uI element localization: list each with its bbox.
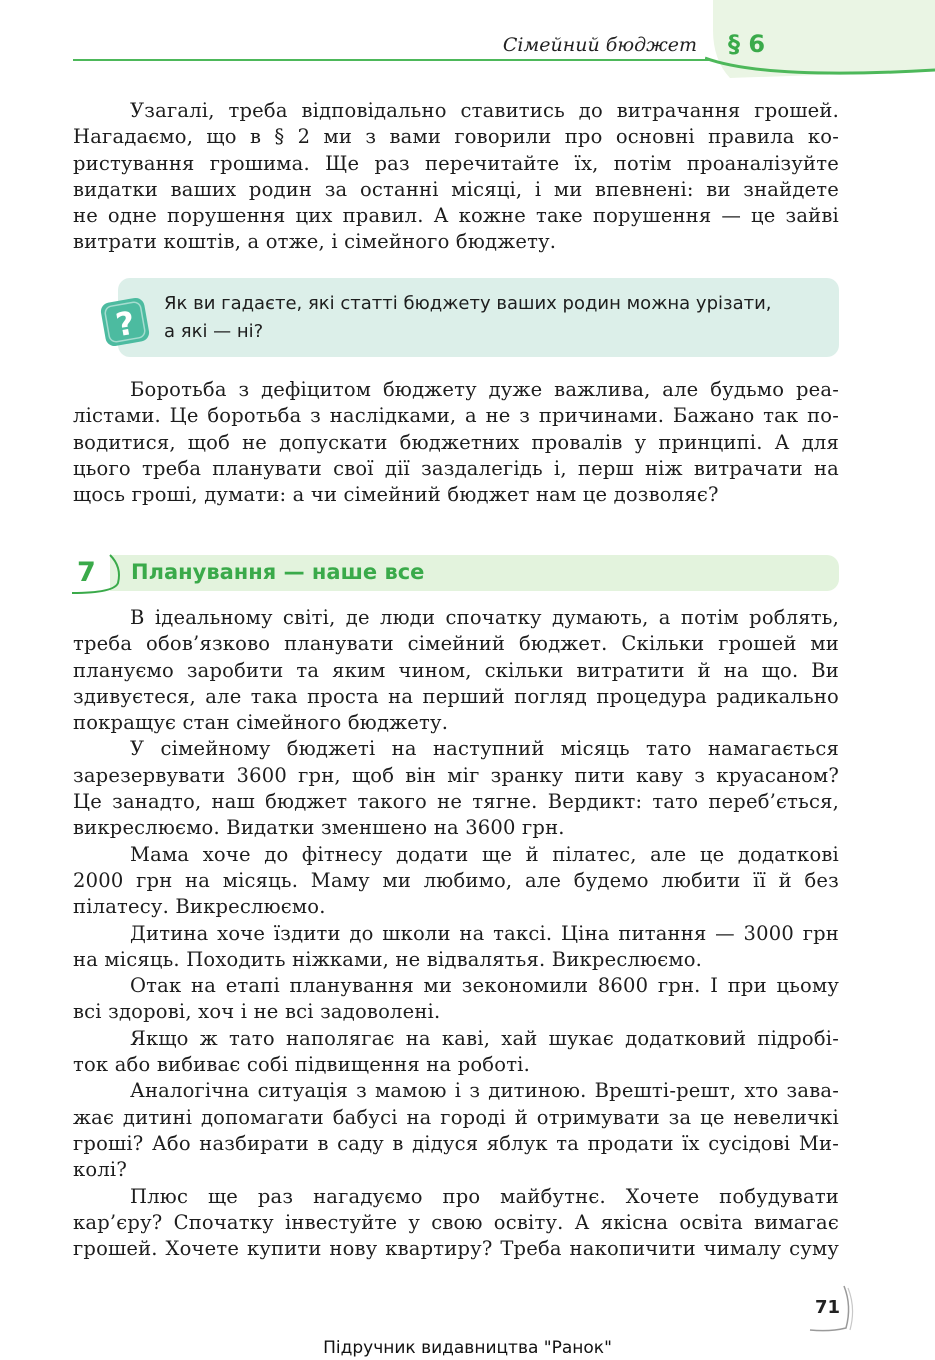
text-line: У сімейному бюджеті на наступний місяць тато намагається [130, 737, 839, 761]
text-line: пілатесу. Викреслюємо. [73, 895, 326, 919]
section-mark: § 6 [728, 30, 766, 58]
text-line: водитися, щоб не допускати бюджетних провалів у принципі. А для [73, 430, 839, 454]
text-line: здивуєтеся, але така проста на перший погляд процедура радикально [73, 684, 839, 708]
svg-text:?: ? [112, 303, 138, 345]
text-line: треба обов’язково планувати сімейний бюджет. Скільки грошей ми [73, 632, 839, 656]
paragraph [73, 605, 839, 1262]
text-line: В ідеальному світі, де люди спочатку думають, а потім роблять, [130, 606, 839, 629]
text-line: ток або вибиває собі підвищення на роботі. [73, 1053, 531, 1077]
question-line: а які — ні? [164, 321, 264, 342]
text-line: викреслюємо. Видатки зменшено на 3600 грн. [73, 816, 565, 840]
text-line: Це занадто, наш бюджет такого не тягне. Вердикт: тато переб’ється, [73, 790, 839, 814]
section-number: 7 [77, 557, 96, 588]
text-line: зарезервувати 3600 грн, щоб він міг зранку пити каву з круасаном? [73, 763, 839, 787]
text-line: колі? [73, 1158, 128, 1182]
text-line: Узагалі, треба відповідально ставитись до витрачання грошей. [130, 99, 839, 122]
text-line: Плюс ще раз нагадуємо про майбутнє. Хочете побудувати [130, 1184, 839, 1208]
text-line: витрати коштів, а отже, і сімейного бюджету. [73, 230, 557, 254]
text-line: грошей. Хочете купити нову квартиру? Треба накопичити чималу суму [73, 1237, 839, 1261]
text-line: кар’єру? Спочатку інвестуйте у свою освіту. А якісна освіта вимагає [73, 1210, 839, 1234]
text-line: всі здорові, хоч і не всі задоволені. [73, 1000, 441, 1024]
text-line: гроші? Або назбирати в саду в дідуся яблук та продати їх сусідові Ми- [73, 1131, 839, 1155]
text-line: Аналогічна ситуація з мамою і з дитиною. Врешті-решт, хто зава- [130, 1079, 839, 1103]
text-line: 2000 грн на місяць. Маму ми любимо, але будемо любити її й без [73, 868, 839, 892]
section-number-badge [70, 553, 130, 597]
text-line: покращує стан сімейного бюджету. [73, 711, 449, 735]
question-mark-icon [97, 294, 153, 350]
text-line: цього треба планувати свої дії заздалегідь і, перш ніж витрачати на [73, 456, 839, 480]
header-rule [73, 59, 713, 61]
text-line: Мама хоче до фітнесу додати ще й пілатес, але це додаткові [130, 842, 839, 866]
publisher-footer: Підручник видавництва "Ранок" [323, 1338, 612, 1358]
text-line: Дитина хоче їздити до школи на таксі. Ціна питання — 3000 грн [130, 921, 839, 945]
text-line: щось гроші, думати: а чи сімейний бюджет нам це дозволяє? [73, 483, 719, 507]
question-line: Як ви гадаєте, які статті бюджету ваших родин можна урізати, [164, 293, 772, 314]
paragraph [73, 377, 839, 508]
section-title: Планування — наше все [131, 560, 425, 584]
text-line: видатки ваших родин за останні місяці, і ми впевнені: ви знайдете [73, 177, 839, 201]
text-line: не одне порушення цих правил. А кожне таке порушення — це зайві [73, 204, 839, 228]
chapter-title: Сімейний бюджет [502, 34, 697, 56]
text-line: Отак на етапі планування ми зекономили 8600 грн. І при цьому [130, 974, 839, 998]
text-line: на місяць. Походить ніжками, не відвалятья. Викреслюємо. [73, 947, 703, 971]
text-line: плануємо заробити та яким чином, скільки витратити й на що. Ви [73, 658, 839, 682]
paragraph [73, 98, 839, 256]
text-line: лістами. Це боротьба з наслідками, а не з причинами. Бажано так по- [73, 404, 839, 428]
page-number: 71 [815, 1297, 841, 1318]
text-line: Якщо ж тато наполягає на каві, хай шукає додатковий підробі- [130, 1026, 839, 1050]
text-line: ристування грошима. Ще раз перечитайте їх, потім проаналізуйте [73, 151, 839, 175]
text-line: Боротьба з дефіцитом бюджету дуже важлива, але будьмо реа- [130, 378, 839, 401]
text-line: Нагадаємо, що в § 2 ми з вами говорили про основні правила ко- [73, 125, 839, 149]
text-line: жає дитині допомагати бабусі на городі й отримувати за це невеличкі [73, 1105, 839, 1129]
question-text [164, 290, 814, 346]
